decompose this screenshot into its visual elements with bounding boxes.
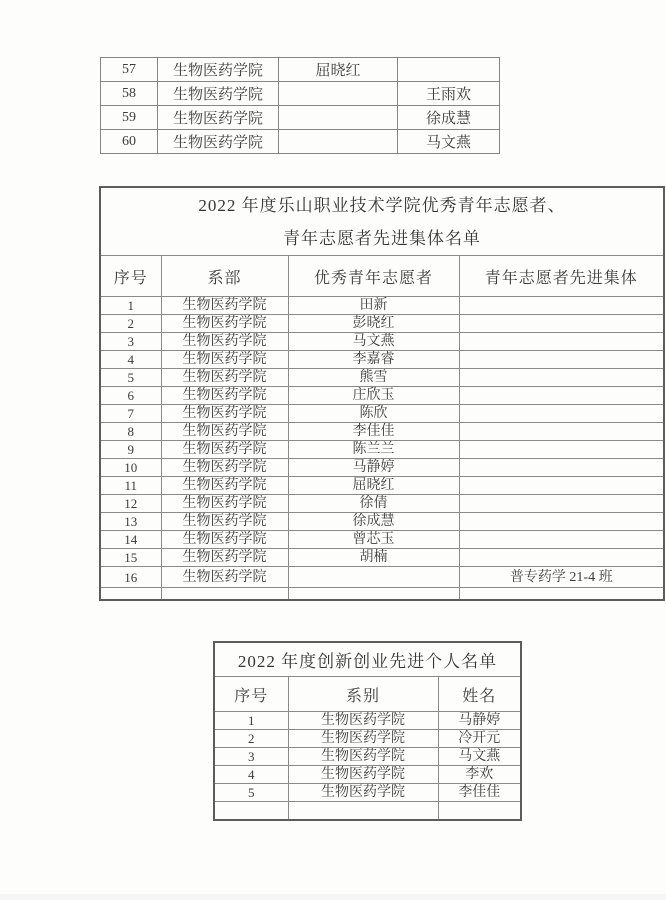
- cell-row-number: 9: [100, 441, 161, 459]
- innovation-table-title-row: [214, 642, 521, 677]
- table-row: [214, 802, 521, 820]
- volunteer-table-head: [100, 187, 664, 297]
- cell-row-number: 11: [100, 477, 161, 495]
- cell-volunteer-name: 屈晓红: [288, 477, 459, 495]
- table-row: [100, 351, 664, 369]
- cell-row-number: 8: [100, 423, 161, 441]
- cell-collective-name: [459, 405, 664, 423]
- cell-name-col3: [279, 130, 398, 154]
- cell-department: 生物医药学院: [161, 495, 288, 513]
- cell-department: 生物医药学院: [161, 459, 288, 477]
- cell-row-number: 4: [214, 766, 288, 784]
- cell-collective-name: [459, 477, 664, 495]
- volunteer-awards-table: [99, 186, 665, 601]
- cell-department: [288, 802, 438, 820]
- cell-department: 生物医药学院: [161, 567, 288, 588]
- cell-person-name: 李佳佳: [438, 784, 521, 802]
- cell-row-number: 6: [100, 387, 161, 405]
- cell-name-col3: [279, 106, 398, 130]
- cell-row-number: [100, 588, 161, 600]
- volunteer-table-title-row: [100, 187, 664, 256]
- cell-row-number: 60: [101, 130, 158, 154]
- cell-row-number: 5: [214, 784, 288, 802]
- cell-volunteer-name: 彭晓红: [288, 315, 459, 333]
- cell-collective-name: [459, 387, 664, 405]
- cell-collective-name: [459, 369, 664, 387]
- cell-name-col4: 王雨欢: [398, 82, 500, 106]
- innovation-table-header-row: [214, 677, 521, 712]
- cell-volunteer-name: 徐成慧: [288, 513, 459, 531]
- cell-collective-name: 普专药学 21-4 班: [459, 567, 664, 588]
- table-row: [100, 477, 664, 495]
- cell-volunteer-name: 曾芯玉: [288, 531, 459, 549]
- column-header-index: 序号: [100, 256, 161, 297]
- cell-department: 生物医药学院: [158, 106, 279, 130]
- table-row: [100, 441, 664, 459]
- cell-name-col3: [279, 82, 398, 106]
- cell-row-number: 10: [100, 459, 161, 477]
- cell-department: 生物医药学院: [161, 333, 288, 351]
- cell-department: 生物医药学院: [161, 477, 288, 495]
- table-row: [100, 405, 664, 423]
- cell-collective-name: [459, 588, 664, 600]
- cell-department: 生物医药学院: [161, 405, 288, 423]
- cell-department: 生物医药学院: [288, 730, 438, 748]
- cell-row-number: 3: [100, 333, 161, 351]
- cell-department: 生物医药学院: [288, 712, 438, 730]
- volunteer-table-title: [100, 187, 664, 256]
- table-row: [100, 513, 664, 531]
- cell-department: 生物医药学院: [158, 130, 279, 154]
- table-row: [100, 567, 664, 588]
- cell-department: 生物医药学院: [158, 82, 279, 106]
- cell-volunteer-name: 李佳佳: [288, 423, 459, 441]
- cell-department: [161, 588, 288, 600]
- cell-row-number: 5: [100, 369, 161, 387]
- column-header-volunteer: 优秀青年志愿者: [288, 256, 459, 297]
- cell-name-col4: 马文燕: [398, 130, 500, 154]
- table-row: [101, 106, 500, 130]
- top-awards-continuation-table: [100, 57, 500, 154]
- cell-department: 生物医药学院: [161, 549, 288, 567]
- column-header-department: 系别: [288, 677, 438, 712]
- cell-volunteer-name: 胡楠: [288, 549, 459, 567]
- cell-volunteer-name: 田新: [288, 297, 459, 315]
- cell-volunteer-name: [288, 567, 459, 588]
- cell-row-number: 4: [100, 351, 161, 369]
- table-row: [101, 82, 500, 106]
- cell-volunteer-name: 陈兰兰: [288, 441, 459, 459]
- column-header-collective: 青年志愿者先进集体: [459, 256, 664, 297]
- column-header-department: 系部: [161, 256, 288, 297]
- cell-department: 生物医药学院: [161, 351, 288, 369]
- table-row: [100, 549, 664, 567]
- table-row: [214, 784, 521, 802]
- cell-department: 生物医药学院: [161, 441, 288, 459]
- cell-collective-name: [459, 333, 664, 351]
- cell-row-number: 59: [101, 106, 158, 130]
- scan-page-edge: [0, 894, 666, 900]
- cell-person-name: 李欢: [438, 766, 521, 784]
- column-header-index: 序号: [214, 677, 288, 712]
- table-row: [101, 58, 500, 82]
- volunteer-table-header-row: [100, 256, 664, 297]
- cell-collective-name: [459, 531, 664, 549]
- innovation-table-title: 2022 年度创新创业先进个人名单: [214, 642, 521, 677]
- cell-row-number: 57: [101, 58, 158, 82]
- table-row: [100, 495, 664, 513]
- cell-person-name: 冷开元: [438, 730, 521, 748]
- innovation-awards-table: [213, 641, 522, 821]
- top-table-body: [101, 58, 500, 154]
- cell-row-number: 2: [214, 730, 288, 748]
- cell-department: 生物医药学院: [288, 784, 438, 802]
- table-row: [214, 748, 521, 766]
- cell-department: 生物医药学院: [161, 369, 288, 387]
- cell-row-number: 7: [100, 405, 161, 423]
- cell-collective-name: [459, 495, 664, 513]
- cell-row-number: 1: [214, 712, 288, 730]
- cell-collective-name: [459, 513, 664, 531]
- cell-volunteer-name: [288, 588, 459, 600]
- cell-volunteer-name: 熊雪: [288, 369, 459, 387]
- table-row: [100, 333, 664, 351]
- cell-department: 生物医药学院: [288, 766, 438, 784]
- cell-person-name: 马文燕: [438, 748, 521, 766]
- cell-row-number: 14: [100, 531, 161, 549]
- cell-department: 生物医药学院: [288, 748, 438, 766]
- cell-collective-name: [459, 549, 664, 567]
- table-row: [100, 531, 664, 549]
- cell-department: 生物医药学院: [161, 387, 288, 405]
- table-row: [100, 315, 664, 333]
- cell-collective-name: [459, 441, 664, 459]
- cell-department: 生物医药学院: [161, 297, 288, 315]
- table-row: [101, 130, 500, 154]
- cell-row-number: 2: [100, 315, 161, 333]
- innovation-table-body: [214, 712, 521, 820]
- cell-department: 生物医药学院: [161, 423, 288, 441]
- cell-department: 生物医药学院: [158, 58, 279, 82]
- cell-volunteer-name: 马静婷: [288, 459, 459, 477]
- cell-person-name: [438, 802, 521, 820]
- cell-volunteer-name: 陈欣: [288, 405, 459, 423]
- cell-name-col3: 屈晓红: [279, 58, 398, 82]
- cell-volunteer-name: 庄欣玉: [288, 387, 459, 405]
- table-row: [100, 423, 664, 441]
- cell-department: 生物医药学院: [161, 315, 288, 333]
- table-row: [100, 297, 664, 315]
- cell-row-number: 3: [214, 748, 288, 766]
- cell-collective-name: [459, 459, 664, 477]
- volunteer-table-body: [100, 297, 664, 600]
- column-header-name: 姓名: [438, 677, 521, 712]
- table-row: [214, 766, 521, 784]
- cell-volunteer-name: 马文燕: [288, 333, 459, 351]
- cell-person-name: 马静婷: [438, 712, 521, 730]
- cell-department: 生物医药学院: [161, 513, 288, 531]
- volunteer-table-title-line1: 2022 年度乐山职业技术学院优秀青年志愿者、: [198, 195, 566, 215]
- cell-row-number: 16: [100, 567, 161, 588]
- cell-name-col4: 徐成慧: [398, 106, 500, 130]
- cell-row-number: 13: [100, 513, 161, 531]
- cell-collective-name: [459, 297, 664, 315]
- cell-collective-name: [459, 351, 664, 369]
- cell-row-number: 1: [100, 297, 161, 315]
- cell-row-number: [214, 802, 288, 820]
- cell-collective-name: [459, 423, 664, 441]
- cell-row-number: 15: [100, 549, 161, 567]
- table-row: [100, 369, 664, 387]
- innovation-table-head: [214, 642, 521, 712]
- volunteer-table-title-line2: 青年志愿者先进集体名单: [283, 228, 481, 248]
- cell-row-number: 58: [101, 82, 158, 106]
- cell-department: 生物医药学院: [161, 531, 288, 549]
- cell-volunteer-name: 李嘉睿: [288, 351, 459, 369]
- table-row: [100, 387, 664, 405]
- table-row: [100, 588, 664, 600]
- table-row: [100, 459, 664, 477]
- cell-volunteer-name: 徐倩: [288, 495, 459, 513]
- cell-name-col4: [398, 58, 500, 82]
- cell-row-number: 12: [100, 495, 161, 513]
- table-row: [214, 730, 521, 748]
- cell-collective-name: [459, 315, 664, 333]
- table-row: [214, 712, 521, 730]
